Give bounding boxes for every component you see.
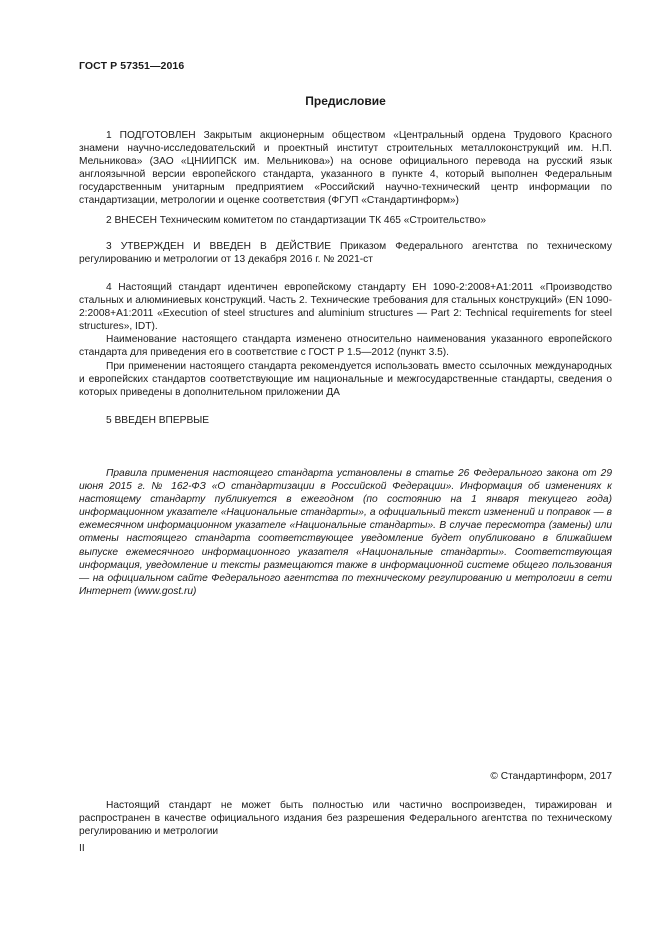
section-paragraph: 5 ВВЕДЕН ВПЕРВЫЕ — [106, 415, 210, 426]
section-paragraph: 4 Настоящий стандарт идентичен европейскому стандарту ЕН 1090-2:2008+А1:2011 «Производство стальных и алюминиевых конструкций. Часть 2. Технические требования для стальных конструкций» (EN 1090-2:2008+A1:2011 «Execution of steel structures and aluminium structures — Part 2: Technical requirements for steel structures», IDT). — [79, 282, 612, 333]
document-code: ГОСТ Р 57351—2016 — [79, 60, 185, 72]
section-paragraph: Наименование настоящего стандарта изменено относительно наименования указанного европейского стандарта для приведения его в соответствие с ГОСТ Р 1.5—2012 (пункт 3.5). — [79, 334, 612, 359]
reproduction-notice — [79, 799, 612, 838]
copyright-line: © Стандартинформ, 2017 — [490, 771, 612, 782]
notice-paragraph: Правила применения настоящего стандарта установлены в статье 26 Федерального закона от 29 июня 2015 г. № 162-ФЗ «О стандартизации в Российской Федерации». Информация об изменениях к настоящему стандарту публикуется в ежегодном (по состоянию на 1 января текущего года) информационном указателе «Национальные стандарты», а официальный текст изменений и поправок — в ежемесячном информационном указателе «Национальные стандарты». В случае пересмотра (замены) или отмены настоящего стандарта соответствующее уведомление будет опубликовано в ближайшем выпуске ежемесячного информационного указателя «Национальные стандарты». Соответствующая информация, уведомление и тексты размещаются также в информационной системе общего пользования — на официальном сайте Федерального агентства по техническому регулированию и метрологии в сети Интернет (www.gost.ru) — [79, 468, 612, 597]
section-1 — [79, 129, 612, 208]
standards-notice — [79, 467, 612, 598]
section-4 — [79, 281, 612, 399]
section-paragraph: 3 УТВЕРЖДЕН И ВВЕДЕН В ДЕЙСТВИЕ Приказом Федерального агентства по техническому регулированию и метрологии от 13 декабря 2016 г. № 2021-ст — [79, 241, 612, 266]
section-3 — [79, 240, 612, 266]
section-paragraph: 1 ПОДГОТОВЛЕН Закрытым акционерным обществом «Центральный ордена Трудового Красного знамени научно-исследовательский и проектный институт строительных металлоконструкций им. Н.П. Мельникова» (ЗАО «ЦНИИПСК им. Мельникова») на основе официального перевода на русский язык англоязычной версии европейского стандарта, указанного в пункте 4, который выполнен Федеральным государственным унитарным предприятием «Российский научно-технический центр информации по стандартизации, метрологии и оценке соответствия (ФГУП «Стандартинформ») — [79, 130, 612, 207]
page-number: II — [79, 843, 85, 854]
section-2 — [79, 214, 612, 227]
footer-paragraph: Настоящий стандарт не может быть полностью или частично воспроизведен, тиражирован и распространен в качестве официального издания без разрешения Федерального агентства по техническому регулированию и метрологии — [79, 800, 612, 838]
page-title: Предисловие — [305, 94, 386, 108]
section-paragraph: При применении настоящего стандарта рекомендуется использовать вместо ссылочных международных и европейских стандартов соответствующие им национальные и межгосударственные стандарты, сведения о которых приведены в дополнительном приложении ДА — [79, 360, 612, 398]
section-5 — [79, 414, 612, 427]
section-paragraph: 2 ВНЕСЕН Техническим комитетом по стандартизации ТК 465 «Строительство» — [106, 215, 486, 226]
